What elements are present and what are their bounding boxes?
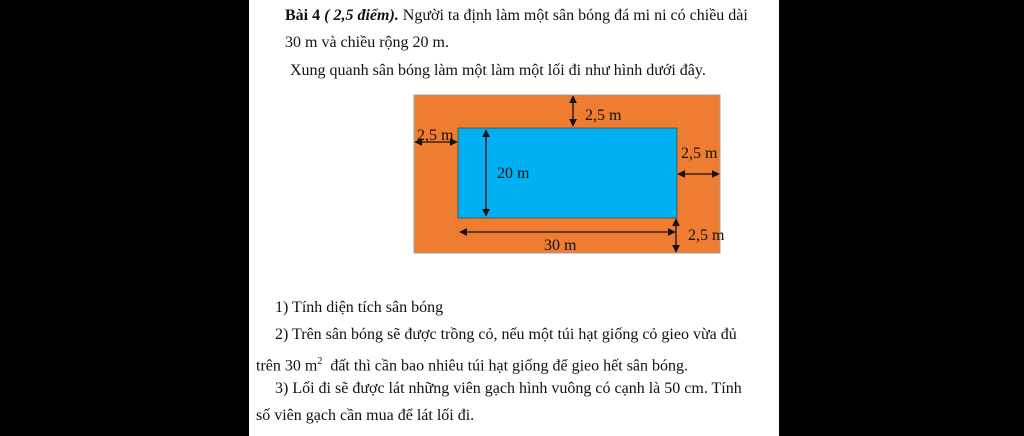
problem-points: ( 2,5 điểm). [324, 7, 399, 24]
problem-intro-line2: 30 m và chiều rộng 20 m. [285, 34, 449, 51]
question-3-line1: 3) Lối đi sẽ được lát những viên gạch hình vuông có cạnh là 50 cm. Tính [275, 380, 742, 397]
problem-intro-text: Người ta định làm một sân bóng đá mi ni có chiều dài [402, 7, 748, 24]
field-diagram [249, 0, 779, 290]
field-length-label: 30 m [544, 237, 577, 254]
question-2-line2 [256, 352, 688, 376]
right-width-label: 2,5 m [681, 145, 718, 162]
question-2-text-a: trên 30 m [256, 357, 318, 375]
question-1: 1) Tính diện tích sân bóng [275, 299, 444, 316]
field-width-label: 20 m [497, 165, 530, 182]
question-3-line2: số viên gạch cần mua để lát lối đi. [256, 407, 475, 424]
question-2-line1: 2) Trên sân bóng sẽ được trồng cỏ, nếu một túi hạt giống cỏ gieo vừa đủ [275, 326, 737, 343]
problem-label: Bài 4 [285, 7, 321, 24]
left-width-label: 2,5 m [417, 127, 454, 144]
bottom-width-label: 2,5 m [688, 227, 725, 244]
question-2-text-b: đất thì cần bao nhiêu túi hạt giống để gieo hết sân bóng. [322, 357, 689, 375]
top-width-label: 2,5 m [585, 107, 622, 124]
problem-intro-line3: Xung quanh sân bóng làm một làm một lối đi như hình dưới đây. [290, 62, 706, 79]
squared-superscript: 2 [317, 356, 323, 367]
document-page [249, 0, 779, 436]
football-field [458, 128, 677, 218]
